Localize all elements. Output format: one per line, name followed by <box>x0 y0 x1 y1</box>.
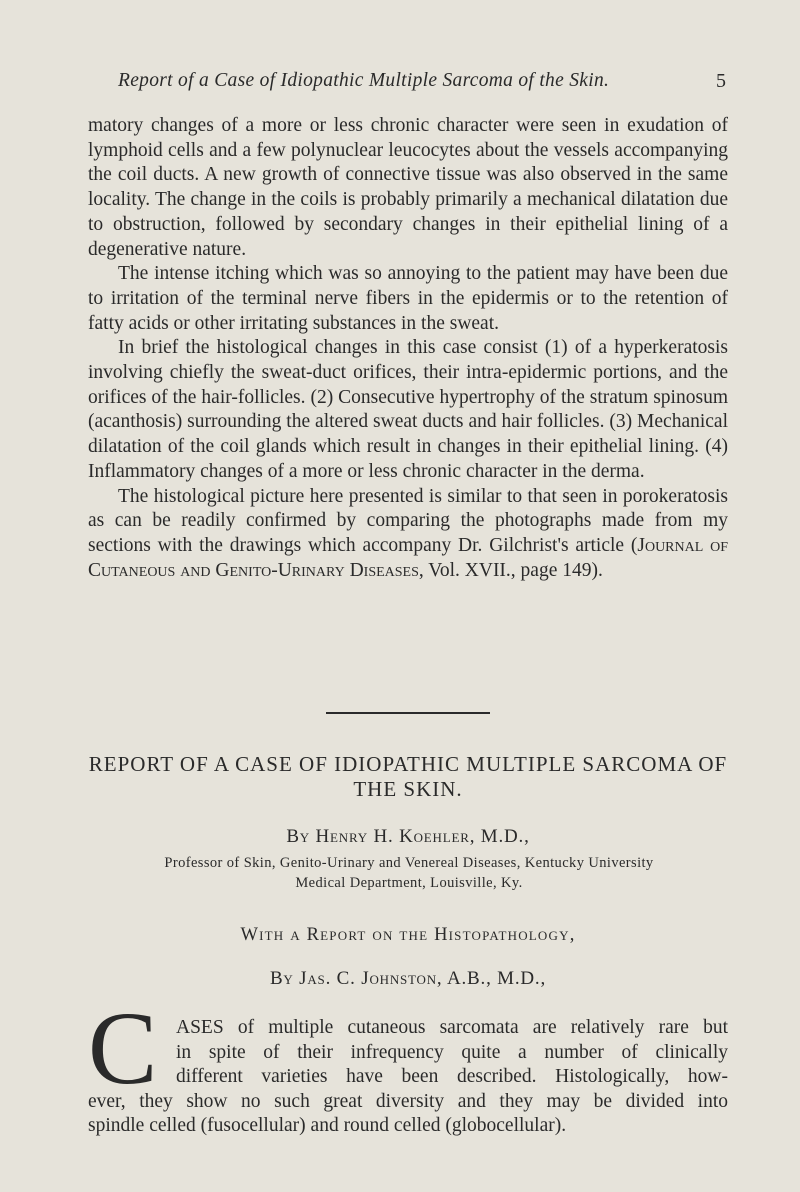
paragraph-2: The intense itching which was so annoying to the patient may have been due to irritation of the terminal nerve fibers in the epidermis or to the retention of fatty acids or other irritating substances in the sweat. <box>88 263 728 334</box>
affiliation-line-2: Medical Department, Louisville, Ky. <box>295 875 523 891</box>
opening-line: spindle celled (fusocellular) and round celled (globocellular). <box>88 1115 567 1137</box>
paragraph-4-end: , Vol. XVII., page 149). <box>418 559 603 581</box>
paragraph-4 <box>88 485 728 584</box>
author-affiliation <box>86 853 732 893</box>
paragraph-4-text: The histological picture here presented is similar to that seen in porokeratosis as can be readily confirmed by comparing the photographs made from my sections with the drawings which accompany Dr. Gilchrist's article ( <box>88 485 728 556</box>
running-head: Report of a Case of Idiopathic Multiple Sarcoma of the Skin. <box>118 70 610 91</box>
journal-name: Journal of Cutaneous and Genito-Urinary Diseases <box>88 534 728 581</box>
opening-line: ever, they show no such great diversity and they may be divided into <box>88 1090 728 1112</box>
opening-line: in spite of their infrequency quite a number of clinically <box>176 1041 728 1063</box>
affiliation-line-1: Professor of Skin, Genito-Urinary and Venereal Diseases, Kentucky University <box>164 855 654 871</box>
opening-paragraph <box>88 1016 728 1139</box>
body-text <box>88 114 728 583</box>
paragraph-1: matory changes of a more or less chronic character were seen in exudation of lymphoid cells and a few polynuclear leucocytes about the vessels accompanying the coil ducts. A new growth of connective tissue was also observed in the same locality. The change in the coils is probably primarily a mechanical dilatation due to obstruction, followed by secondary changes in their epithelial lining of a degenerative nature. <box>88 115 728 260</box>
drop-cap: C <box>88 991 158 1106</box>
section-divider <box>326 712 490 714</box>
page-number: 5 <box>716 70 726 92</box>
paragraph-3: In brief the histological changes in this case consist (1) of a hyperkeratosis involving chiefly the sweat-duct orifices, their intra-epidermic portions, and the orifices of the hair-follicles. (2) Consecutive hypertrophy of the stratum spinosum (acanthosis) surrounding the altered sweat ducts and hair follicles. (3) Mechanical dilatation of the coil glands which result in changes in their epithelial lining. (4) Inflammatory changes of a more or less chronic character in the derma. <box>88 337 728 482</box>
author-byline: By Henry H. Koehler, M.D., <box>286 826 530 847</box>
coauthor-byline: By Jas. C. Johnston, A.B., M.D., <box>269 968 547 989</box>
opening-line: ASES of multiple cutaneous sarcomata are relatively rare but <box>176 1017 728 1038</box>
opening-line: different varieties have been described. Histologically, how- <box>176 1066 728 1088</box>
histopathology-subtitle: With a Report on the Histopathology, <box>240 925 576 945</box>
article-title: REPORT OF A CASE OF IDIOPATHIC MULTIPLE SARCOMA OF THE SKIN. <box>88 752 728 801</box>
